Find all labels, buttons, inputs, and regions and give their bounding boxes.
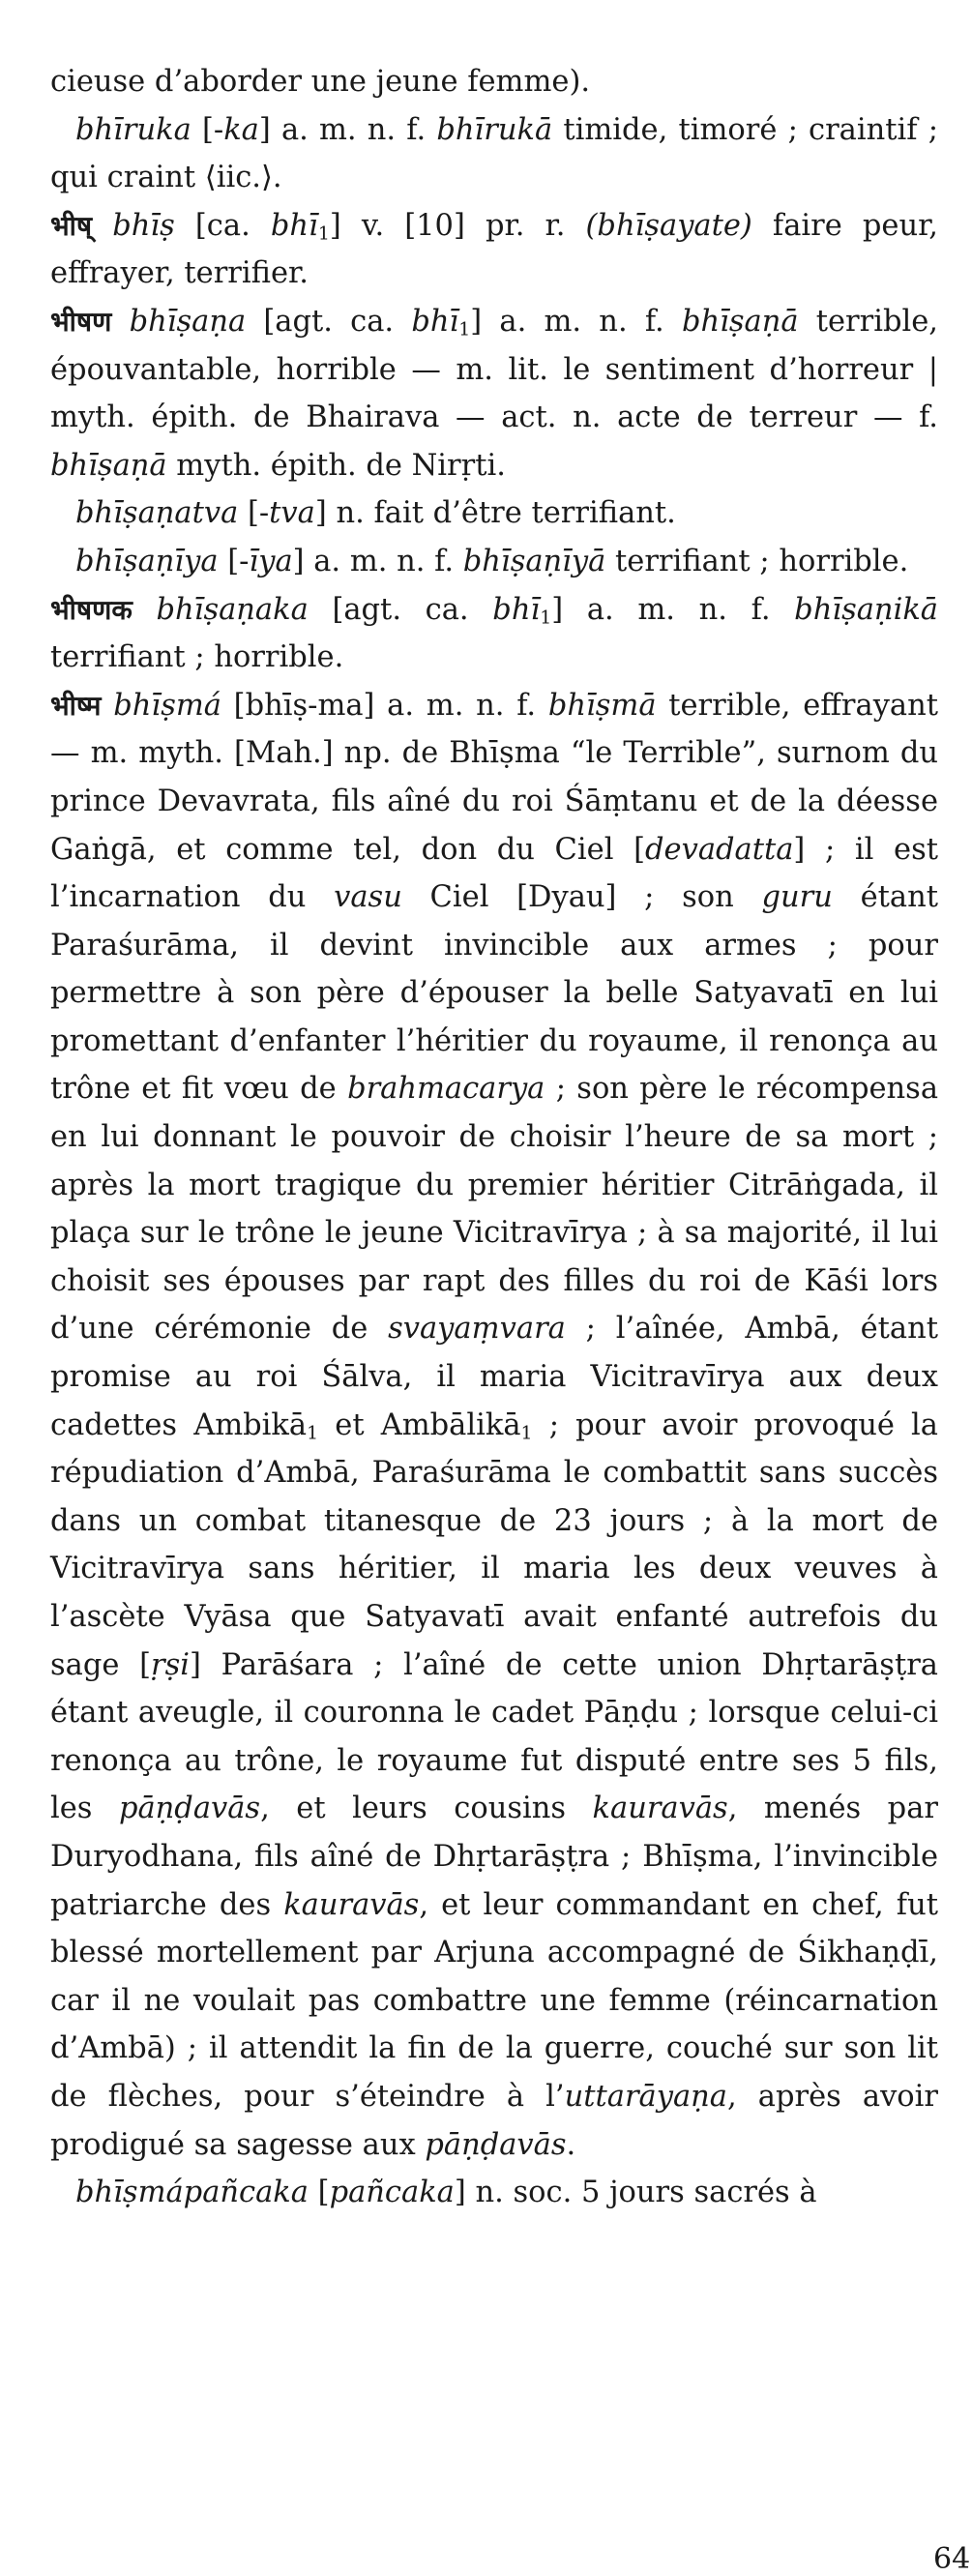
entry-text: [- [191,112,224,147]
italic-term: svayaṃvara [388,1312,566,1347]
entry-text: [bhīṣ-ma] a. m. n. f. [221,688,548,723]
page-number: 64 [933,2542,971,2576]
italic-term: vasu [334,880,402,915]
entry-text: , après avoir prodigué sa sagesse aux [50,2079,938,2162]
dictionary-entry [50,682,938,2169]
devanagari-headword: भीषण [50,305,112,338]
entry-text: ] a. m. n. f. [551,592,795,627]
entry-text [133,593,157,627]
italic-term: pañcaka [329,2176,455,2210]
entry-text: [ [308,2176,330,2210]
italic-term: brahmacarya [347,1072,545,1107]
entry-text: cieuse d’aborder une jeune femme). [50,65,591,99]
entry-text: ] n. soc. 5 jours sacrés à [454,2176,817,2210]
entry-text: , et leur commandant en chef, fut blessé mortellement par Arjuna accompagné de Śikhaṇḍī, car il ne voulait pas combattre une femme (réincarnation d’Ambā) ; il attendit la fin de la guerre, couché sur son lit de flèches, pour s’éteindre à l’ [50,1887,938,2114]
dictionary-entry [50,298,938,489]
italic-term: bhīṣaṇīyā [462,544,606,578]
entry-text: ] ; il est l’incarnation du [50,832,938,915]
italic-term: ṛṣi [151,1647,191,1682]
entry-text: terrifiant ; horrible. [605,544,909,578]
italic-term: pāṇḍavās [118,1791,261,1826]
entry-text: timide, timoré ; craintif ; qui craint ⟨iic.⟩. [50,112,939,195]
dictionary-entry [50,202,938,298]
entry-text: ] a. m. n. f. [292,544,463,578]
entry-text: terrible, effrayant — m. myth. [Mah.] np. de Bhīṣma “le Terrible”, surnom du prince Devavrata, fils aîné du roi Śāṃtanu et de la déesse Gaṅgā, et comme tel, don du Ciel [ [50,688,939,867]
italic-term: bhīṣmā [547,688,657,723]
devanagari-headword: भीषणक [50,593,133,626]
entry-text: ; pour avoir provoqué la répudiation d’Ambā, Paraśurāma le combattit sans succès dans un combat titanesque de 23 jours ; à la mort de Vicitravīrya sans héritier, il maria les deux veuves à l’ascète Vyāsa que Satyavatī avait enfanté autrefois du sage [ [50,1407,938,1682]
dictionary-entry [50,106,938,202]
italic-term: devadatta [645,832,794,867]
dictionary-entry [50,586,938,682]
italic-term: bhī [411,304,459,339]
entry-text: ; son père le récompensa en lui donnant le pouvoir de choisir l’heure de sa mort ; après la mort tragique du premier héritier Citrāṅgada, il plaça sur le trône le jeune Vicitravīrya ; à sa majorité, il lui choisit ses épouses par rapt des filles du roi de Kāśi lors d’une cérémonie de [50,1072,938,1347]
dictionary-entry [50,58,938,106]
italic-term: bhīṣaṇaka [156,592,309,627]
entry-text: . [566,2127,576,2162]
entry-text: [agt. ca. [308,592,493,627]
dictionary-entry [50,489,938,538]
italic-term: guru [761,880,833,915]
dictionary-entry [50,538,938,586]
italic-term: bhīṣaṇā [681,304,799,339]
italic-term: (bhīṣayate) [585,208,752,243]
italic-term: bhīrukā [436,112,553,147]
entry-text: myth. épith. de Nirṛti. [166,448,506,483]
entry-text [92,209,112,243]
entry-text: ] Parāśara ; l’aîné de cette union Dhṛtarāṣṭra étant aveugle, il couronna le cadet Pāṇḍu ; lorsque celui-ci renonça au trône, le royaume fut disputé entre ses 5 fils, les [50,1647,938,1826]
entry-text: ] a. m. n. f. [470,304,682,339]
entry-text: ] n. fait d’être terrifiant. [314,496,676,531]
italic-term: bhīṣ [112,208,175,243]
entry-text: [- [238,496,270,531]
homonym-index: 1 [458,318,471,341]
entry-text: ; l’aînée, Ambā, étant promise au roi Śālva, il maria Vicitravīrya aux deux cadettes Ambikā [50,1312,938,1442]
dictionary-page [50,58,938,2217]
entry-text: [ca. [174,208,271,243]
italic-term: bhīṣmápañcaka [75,2176,309,2210]
italic-term: bhīṣaṇatva [75,496,239,531]
italic-term: bhīṣaṇa [129,304,247,339]
entry-text [111,305,129,339]
homonym-index: 1 [520,1422,533,1444]
italic-term: uttarāyaṇa [564,2079,727,2114]
entry-text: étant Paraśurāma, il devint invincible aux armes ; pour permettre à son père d’épouser la belle Satyavatī en lui promettant d’enfanter l’héritier du royaume, il renonça au trône et fit vœu de [50,880,938,1107]
italic-term: bhīṣaṇikā [794,592,938,627]
entry-text: , menés par Duryodhana, fils aîné de Dhṛtarāṣṭra ; Bhīṣma, l’invincible patriarche des [50,1791,938,1922]
dictionary-entry [50,2169,938,2217]
devanagari-headword: भीष्म [50,689,102,722]
entry-text: [- [218,544,250,578]
italic-term: bhīṣaṇīya [75,544,219,578]
entry-text: Ciel [Dyau] ; son [401,880,762,915]
devanagari-headword: भीष् [50,209,93,242]
italic-term: bhī [270,208,318,243]
homonym-index: 1 [540,607,552,629]
homonym-index: 1 [307,1422,319,1444]
italic-term: ka [223,112,259,147]
italic-term: bhī [492,592,541,627]
entry-text: faire peur, effrayer, terrifier. [50,208,939,291]
entry-text: ] a. m. n. f. [258,112,437,147]
italic-term: kauravās [592,1791,728,1826]
italic-term: tva [269,496,315,531]
italic-term: pāṇḍavās [425,2127,567,2162]
entry-text: terrifiant ; horrible. [50,640,344,675]
italic-term: bhīṣaṇā [50,448,167,483]
entry-text: [agt. ca. [246,304,412,339]
entry-text: et Ambālikā [318,1407,521,1442]
italic-term: kauravās [283,1887,420,1922]
italic-term: īya [249,544,293,578]
italic-term: bhīṣmá [113,688,221,723]
italic-term: bhīruka [75,112,191,147]
entry-text: , et leurs cousins [260,1791,593,1826]
entry-text [102,689,114,723]
entry-text: ] v. [10] pr. r. [329,208,586,243]
homonym-index: 1 [317,222,330,245]
entry-text: terrible, épouvantable, horrible — m. lit. le sentiment d’horreur | myth. épith. de Bhairava — act. n. acte de terreur — f. [50,304,938,435]
